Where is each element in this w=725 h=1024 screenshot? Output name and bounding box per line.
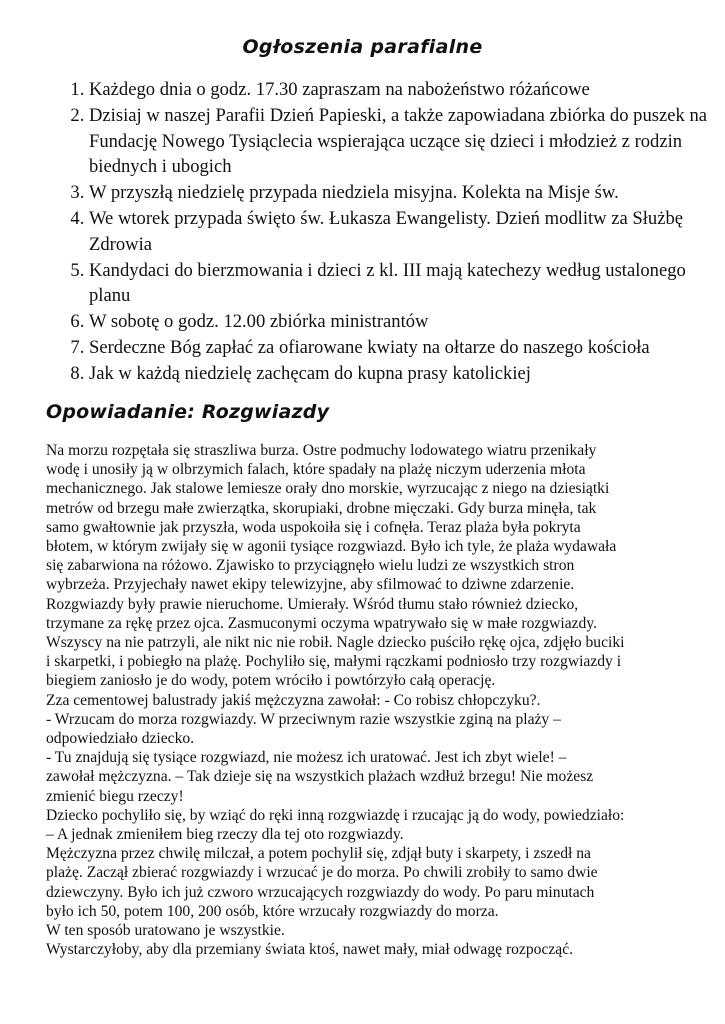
announcement-item: 4. We wtorek przypada święto św. Łukasza Ewangelisty. Dzień modlitw za Służbę Zdrowia bbox=[89, 206, 709, 258]
story-line: Wszyscy na nie patrzyli, ale nikt nic nie robił. Nagle dziecko puściło rękę ojca, zdjęło buciki bbox=[46, 634, 625, 652]
announcement-item: 1. Każdego dnia o godz. 17.30 zapraszam na nabożeństwo różańcowe bbox=[89, 77, 709, 103]
story-line: dziewczyny. Było ich już czworo wrzucających rozgwiazdy do wody. Po paru minutach bbox=[46, 883, 595, 901]
story-line: było ich 50, potem 100, 200 osób, które wrzucały rozgwiazdy do morza. bbox=[46, 902, 499, 920]
story-line: Mężczyzna przez chwilę milczał, a potem pochylił się, zdjął buty i skarpety, i zszedł na bbox=[46, 845, 591, 863]
story-line: Zza cementowej balustrady jakiś mężczyzna zawołał: - Co robisz chłopczyku?. bbox=[46, 691, 541, 709]
announcement-item: 2. Dzisiaj w naszej Parafii Dzień Papieski, a także zapowiadana zbiórka do puszek na Fundację Nowego Tysiąclecia wspierająca uczące się dzieci i młodzież z rodzin biednych i ubogich bbox=[89, 103, 709, 180]
story-title: Opowiadanie: Rozgwiazdy bbox=[46, 401, 330, 423]
story-line: wybrzeża. Przyjechały nawet ekipy telewizyjne, aby sfilmować to dziwne zdarzenie. bbox=[46, 576, 575, 594]
page-title: Ogłoszenia parafialne bbox=[242, 36, 483, 58]
story-text bbox=[46, 441, 686, 959]
story-line: i skarpetki, i pobiegło na plażę. Pochyliło się, małymi rączkami podniosło trzy rozgwiazdy i bbox=[46, 653, 622, 671]
story-line: Na morzu rozpętała się straszliwa burza. Ostre podmuchy lodowatego wiatru przenikały bbox=[46, 442, 597, 459]
announcement-item: 7. Serdeczne Bóg zapłać za ofiarowane kwiaty na ołtarze do naszego kościoła bbox=[89, 335, 709, 361]
story-line: mechanicznego. Jak stalowe lemiesze orały dno morskie, wyrzucając z niego na dziesiątki bbox=[46, 480, 610, 498]
story-line: - Tu znajdują się tysiące rozgwiazd, nie możesz ich uratować. Jest ich zbyt wiele! – bbox=[46, 749, 567, 767]
story-line: biegiem zaniosło je do wody, potem wróciło i powtórzyło całą operację. bbox=[46, 672, 496, 690]
announcement-item: 8. Jak w każdą niedzielę zachęcam do kupna prasy katolickiej bbox=[89, 361, 709, 387]
story-line: Dziecko pochyliło się, by wziąć do ręki inną rozgwiazdę i rzucając ją do wody, powiedziało: bbox=[46, 806, 625, 824]
story-line: - Wrzucam do morza rozgwiazdy. W przeciwnym razie wszystkie zginą na plaży – bbox=[46, 710, 561, 728]
story-line: metrów od brzegu małe zwierzątka, skorupiaki, drobne mięczaki. Gdy burza minęła, tak bbox=[46, 499, 597, 517]
announcement-item: 5. Kandydaci do bierzmowania i dzieci z kl. III mają katechezy według ustalonego planu bbox=[89, 258, 709, 310]
story-line: błotem, w którym zwijały się w agonii tysiące rozgwiazd. Było ich tyle, że plaża wydawała bbox=[46, 538, 617, 556]
story-line: – A jednak zmieniłem bieg rzeczy dla tej oto rozgwiazdy. bbox=[46, 826, 404, 844]
story-line: się zabarwiona na różowo. Zjawisko to przyciągnęło wielu ludzi ze wszystkich stron bbox=[46, 557, 575, 575]
story-line: odpowiedziało dziecko. bbox=[46, 730, 195, 748]
story-line: trzymane za rękę przez ojca. Zasmuconymi oczyma wpatrywało się w małe rozgwiazdy. bbox=[46, 614, 598, 632]
story-line: zawołał mężczyzna. – Tak dzieje się na wszystkich plażach wzdłuż brzegu! Nie możesz bbox=[46, 768, 594, 786]
story-line: Wystarczyłoby, aby dla przemiany świata ktoś, nawet mały, miał odwagę rozpocząć. bbox=[46, 941, 574, 959]
story-line: Rozgwiazdy były prawie nieruchome. Umierały. Wśród tłumu stało również dziecko, bbox=[46, 595, 579, 613]
story-line: zmienić biegu rzeczy! bbox=[46, 787, 184, 805]
story-line: wodę i unosiły ją w olbrzymich falach, które spadały na plażę niczym uderzenia młota bbox=[46, 461, 586, 479]
story-line: plażę. Zaczął zbierać rozgwiazdy i wrzucać je do morza. Po chwili zrobiły to samo dwie bbox=[46, 864, 598, 882]
announcements-list bbox=[64, 77, 709, 387]
story-line: W ten sposób uratowano je wszystkie. bbox=[46, 922, 285, 940]
announcement-item: 6. W sobotę o godz. 12.00 zbiórka ministrantów bbox=[89, 309, 709, 335]
story-line: samo gwałtownie jak przyszła, woda uspokoiła się i cofnęła. Teraz plaża była pokryta bbox=[46, 518, 581, 536]
announcement-item: 3. W przyszłą niedzielę przypada niedziela misyjna. Kolekta na Misje św. bbox=[89, 180, 709, 206]
